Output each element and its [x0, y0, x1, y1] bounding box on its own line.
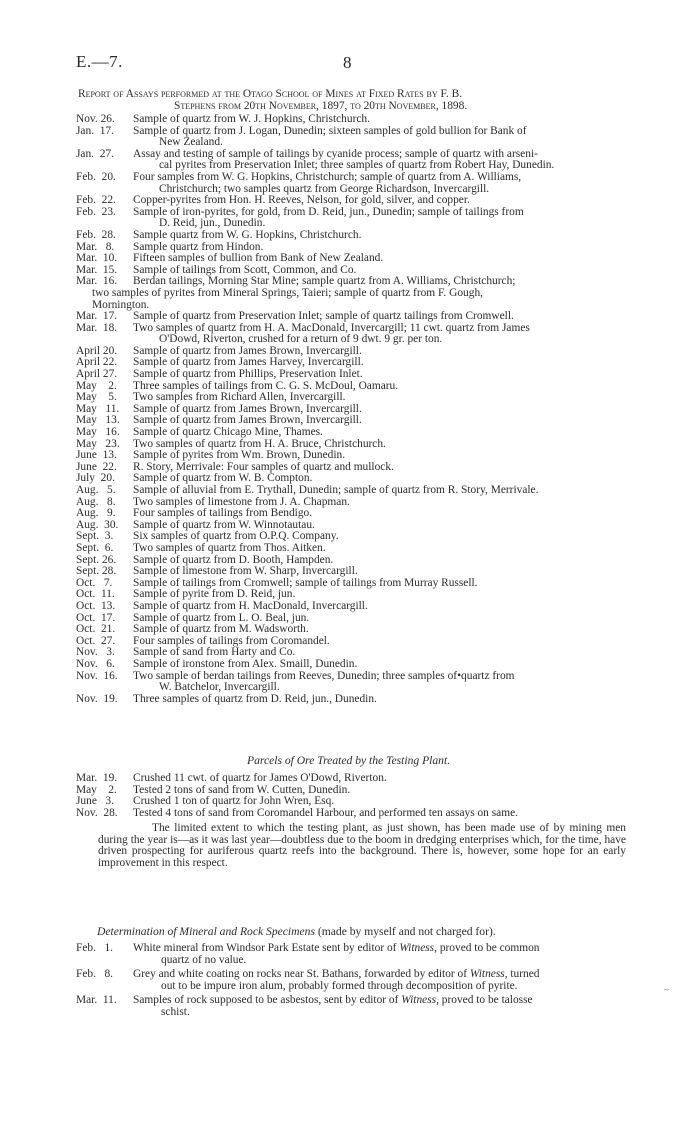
entry-text: Sample quartz from Hindon. — [133, 240, 264, 253]
entry-text: Three samples of tailings from C. G. S. McDoul, Oamaru. — [133, 379, 399, 392]
determination-text-cont: schist. — [161, 1005, 190, 1018]
entry-text-cont: W. Batchelor, Invercargill. — [159, 681, 280, 694]
entry-text: Fifteen samples of bullion from Bank of New Zealand. — [133, 252, 384, 265]
report-title-line2: Stephens from 20th November, 1897, to 20th November, 1898. — [174, 100, 468, 112]
determination-text-italic: Witness — [401, 994, 437, 1007]
parcel-date: Nov. 28. — [76, 806, 118, 819]
determination-text-cont: out to be impure iron alum, probably formed through decomposition of pyrite. — [161, 979, 518, 992]
entry-row — [76, 369, 626, 381]
determination-text-post: , proved to be talosse — [436, 994, 533, 1007]
entry-text-cont: O'Dowd, Riverton, crushed for a return of 9 dwt. 9 gr. per ton. — [159, 333, 443, 346]
entry-row — [76, 114, 626, 126]
entry-text: Sample of quartz from Preservation Inlet; sample of quartz tailings from Cromwell. — [133, 310, 514, 323]
entry-text: Sample of iron-pyrites, for gold, from D. Reid, jun., Dunedin; sample of tailings from — [133, 205, 524, 218]
entry-text: Sample of quartz from W. B. Compton. — [133, 472, 313, 485]
parcel-text: Tested 2 tons of sand from W. Cutten, Dunedin. — [133, 783, 351, 796]
margin-mark: ~ — [664, 985, 669, 995]
entry-date: Jan. 17. — [76, 124, 114, 137]
entry-text: Sample of quartz from James Brown, Invercargill. — [133, 402, 362, 415]
entry-row — [76, 427, 626, 439]
entry-date: Aug. 5. — [76, 484, 116, 496]
report-title-line1: Report of Assays performed at the Otago School of Mines at Fixed Rates by F. B. — [78, 88, 463, 100]
entry-text: Sample of ironstone from Alex. Smaill, Dunedin. — [133, 657, 358, 670]
entry-text: Four samples from W. G. Hopkins, Christchurch; sample of quartz from A. Williams, — [133, 170, 522, 183]
determination-text-pre: Grey and white coating on rocks near St. Bathans, forwarded by editor of — [133, 968, 470, 981]
entry-date: Nov. 26. — [76, 113, 115, 125]
entry-text: Sample quartz from W. G. Hopkins, Christchurch. — [133, 228, 362, 241]
entry-date: May 2. — [76, 379, 117, 392]
determination-date: Mar. 11. — [76, 994, 117, 1007]
entry-text: Sample of quartz from Phillips, Preservation Inlet. — [133, 368, 363, 381]
entry-text: Three samples of quartz from D. Reid, jun., Dunedin. — [133, 692, 377, 705]
entry-date: Oct. 21. — [76, 623, 116, 636]
determination-list — [76, 943, 628, 1022]
parcel-text: Crushed 1 ton of quartz for John Wren, Esq. — [133, 795, 335, 808]
determination-row — [76, 943, 628, 966]
entry-row — [76, 566, 626, 578]
entry-date: Sept. 26. — [76, 553, 117, 566]
entry-text: Sample of tailings from Cromwell; sample of tailings from Murray Russell. — [133, 576, 478, 589]
entry-text: Two samples of quartz from H. A. Bruce, Christchurch. — [133, 437, 386, 450]
entry-date: Oct. 7. — [76, 576, 113, 589]
entry-date: Nov. 19. — [76, 692, 118, 705]
entry-date: Sept. 3. — [76, 530, 114, 543]
entry-date: Mar. 8. — [76, 240, 115, 253]
entry-row — [76, 659, 626, 671]
parcel-text: Crushed 11 cwt. of quartz for James O'Dowd, Riverton. — [133, 772, 387, 784]
entry-date: Feb. 20. — [76, 170, 116, 183]
entry-date: Aug. 8. — [76, 495, 116, 508]
determination-text-post: , proved to be common — [434, 942, 540, 954]
determination-text-italic: Witness — [399, 942, 435, 954]
entry-date: May 13. — [76, 414, 120, 427]
parcel-text: Tested 4 tons of sand from Coromandel Harbour, and performed ten assays on same. — [133, 806, 518, 819]
entry-text: Copper-pyrites from Hon. H. Reeves, Nelson, for gold, silver, and copper. — [133, 194, 470, 207]
entry-text-cont: D. Reid, jun., Dunedin. — [159, 217, 266, 230]
entry-date: Oct. 17. — [76, 611, 116, 624]
report-title — [78, 88, 612, 112]
determination-text-post: , turned — [504, 968, 540, 981]
parcels-list — [76, 773, 626, 819]
entry-date: Aug. 9. — [76, 507, 116, 520]
entry-text: Four samples of tailings from Coromandel. — [133, 634, 330, 647]
entry-text-cont2: Mornington. — [92, 298, 150, 311]
entry-row — [76, 172, 626, 195]
entry-text: Two sample of berdan tailings from Reeves, Dunedin; three samples of•quartz from — [133, 669, 515, 682]
entry-row — [76, 323, 626, 346]
entry-row — [76, 671, 626, 694]
entry-text: Two samples of limestone from J. A. Chapman. — [133, 495, 350, 508]
determination-row — [76, 995, 628, 1018]
entry-date: April 22. — [76, 356, 118, 369]
entry-text: Two samples from Richard Allen, Invercargill. — [133, 391, 346, 404]
entry-date: July 20. — [76, 472, 115, 485]
entry-text-cont: cal pyrites from Preservation Inlet; three samples of quartz from Robert Hay, Dunedin. — [159, 159, 555, 172]
determination-row — [76, 969, 628, 992]
entry-text: Sample of quartz from D. Booth, Hampden. — [133, 553, 334, 566]
testing-plant-paragraph: The limited extent to which the testing plant, as just shown, has been made use of by mining men during the year is—as it was last year—doubtless due to the boom in dredging enterprises which, for the time, have driven prospecting for auriferous quartz reefs into the background. There is, however, some hope for an early improvement in this respect. — [98, 822, 626, 869]
parcel-date: May 2. — [76, 783, 117, 796]
parcel-date: Mar. 19. — [76, 772, 118, 784]
entry-text: Six samples of quartz from O.P.Q. Company. — [133, 530, 339, 543]
parcels-heading: Parcels of Ore Treated by the Testing Plant. — [247, 754, 451, 767]
entry-row — [76, 149, 626, 172]
entry-text: Sample of tailings from Scott, Common, and Co. — [133, 263, 357, 276]
entry-date: Nov. 3. — [76, 646, 115, 659]
entry-text: Sample of quartz from L. O. Beal, jun. — [133, 611, 310, 624]
entry-date: Oct. 27. — [76, 634, 116, 647]
determination-text — [133, 942, 539, 954]
entry-text: Sample of quartz from James Brown, Invercargill. — [133, 344, 362, 357]
entry-text: Sample of quartz from M. Wadsworth. — [133, 623, 309, 636]
entry-row — [76, 601, 626, 613]
entry-text: Sample of quartz from J. Logan, Dunedin; sixteen samples of gold bullion for Bank of — [133, 124, 527, 137]
entry-date: April 27. — [76, 368, 118, 381]
entry-row — [76, 624, 626, 636]
entry-text: Sample of pyrites from Wm. Brown, Dunedin. — [133, 449, 346, 462]
entry-date: Sept. 28. — [76, 565, 117, 578]
entry-date: Nov. 16. — [76, 669, 118, 682]
entry-row — [76, 126, 626, 149]
entry-text: Sample of quartz from James Brown, Invercargill. — [133, 414, 362, 427]
entry-text: Berdan tailings, Morning Star Mine; sample quartz from A. Williams, Christchurch; — [133, 275, 516, 288]
entry-date: Mar. 15. — [76, 263, 118, 276]
entry-text: Sample of quartz from W. J. Hopkins, Christchurch. — [133, 113, 370, 125]
entry-date: May 16. — [76, 426, 120, 439]
determination-text — [133, 968, 539, 980]
entry-date: Feb. 28. — [76, 228, 116, 241]
entry-text: Sample of quartz from W. Winnotautau. — [133, 518, 315, 531]
entry-text: Sample of quartz Chicago Mine, Thames. — [133, 426, 323, 439]
determination-date: Feb. 8. — [76, 968, 114, 981]
entry-date: Mar. 17. — [76, 310, 118, 323]
entry-date: June 22. — [76, 460, 117, 473]
entry-date: Jan. 27. — [76, 147, 114, 160]
entry-row — [76, 311, 626, 323]
entry-row — [76, 543, 626, 555]
determination-date: Feb. 1. — [76, 942, 114, 954]
determination-text — [133, 994, 533, 1006]
entry-text: Sample of limestone from W. Sharp, Invercargill. — [133, 565, 358, 578]
parcel-row — [76, 773, 626, 785]
parcel-date: June 3. — [76, 795, 114, 808]
entry-date: Mar. 10. — [76, 252, 118, 265]
page-number: 8 — [343, 53, 352, 72]
entry-text: Sample of quartz from James Harvey, Invercargill. — [133, 356, 364, 369]
entry-row — [76, 207, 626, 230]
entry-date: May 23. — [76, 437, 120, 450]
entry-date: Feb. 23. — [76, 205, 116, 218]
entry-row — [76, 195, 626, 207]
determination-text-pre: Samples of rock supposed to be asbestos, sent by editor of — [133, 994, 402, 1007]
entry-text: Sample of alluvial from E. Trythall, Dunedin; sample of quartz from R. Story, Merrivale. — [133, 484, 539, 496]
determination-text-pre: White mineral from Windsor Park Estate sent by editor of — [133, 942, 400, 954]
entry-date: Mar. 16. — [76, 275, 118, 288]
page-ref: E.—7. — [76, 52, 123, 71]
entry-date: Sept. 6. — [76, 541, 114, 554]
entry-date: June 13. — [76, 449, 117, 462]
entry-date: Oct. 11. — [76, 588, 115, 601]
entry-row — [76, 230, 626, 242]
entry-text: Two samples of quartz from H. A. MacDonald, Invercargill; 11 cwt. quartz from James — [133, 321, 530, 334]
entry-date: Nov. 6. — [76, 657, 115, 670]
entry-text-cont: two samples of pyrites from Mineral Springs, Taieri; sample of quartz from F. Gough, — [92, 286, 483, 299]
entry-row — [76, 253, 626, 265]
determination-heading — [97, 925, 496, 938]
entry-text: Four samples of tailings from Bendigo. — [133, 507, 313, 520]
determination-heading-rest: (made by myself and not charged for). — [314, 925, 496, 938]
entry-date: May 11. — [76, 402, 120, 415]
entry-text: R. Story, Merrivale: Four samples of quartz and mullock. — [133, 460, 394, 473]
entry-date: Feb. 22. — [76, 194, 116, 207]
entry-text: Assay and testing of sample of tailings by cyanide process; sample of quartz with arseni- — [133, 147, 538, 160]
entry-row — [76, 694, 626, 706]
entry-date: April 20. — [76, 344, 118, 357]
entry-date: Aug. 30. — [76, 518, 119, 531]
determination-text-cont: quartz of no value. — [161, 953, 247, 966]
entry-date: Oct. 13. — [76, 599, 116, 612]
assay-entries — [76, 114, 626, 705]
determination-text-italic: Witness — [469, 968, 505, 981]
entry-text: Sample of quartz from H. MacDonald, Invercargill. — [133, 599, 368, 612]
parcel-row — [76, 808, 626, 820]
entry-text: Sample of sand from Harty and Co. — [133, 646, 296, 659]
entry-text: Two samples of quartz from Thos. Aitken. — [133, 541, 326, 554]
entry-text-cont: New Zealand. — [159, 136, 223, 149]
entry-text: Sample of pyrite from D. Reid, jun. — [133, 588, 296, 601]
entry-row — [76, 485, 626, 497]
entry-text-cont: Christchurch; two samples quartz from George Richardson, Invercargill. — [159, 182, 490, 195]
entry-date: May 5. — [76, 391, 117, 404]
determination-heading-italic: Determination of Mineral and Rock Specimens — [97, 925, 315, 938]
entry-date: Mar. 18. — [76, 321, 118, 334]
